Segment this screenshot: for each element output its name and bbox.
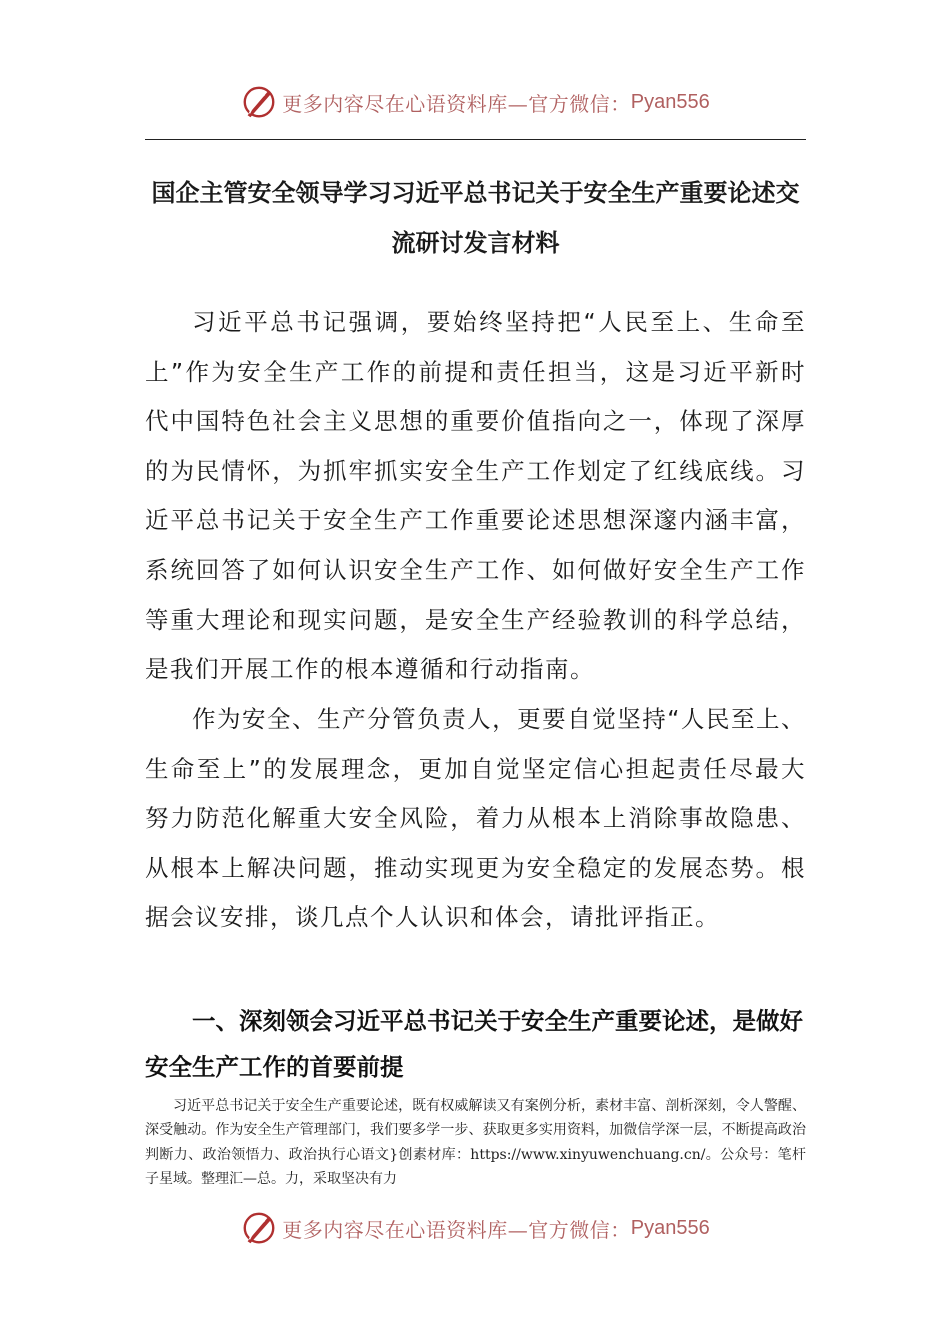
- quill-logo-icon: [240, 1209, 278, 1247]
- body-paragraph-small: 习近平总书记关于安全生产重要论述，既有权威解读又有案例分析，素材丰富、剖析深刻，令人警醒、深受触动。作为安全生产管理部门，我们要多学一步、获取更多实用资料，加微信学深一层，不断提高政治判断力、政治领悟力、政治执行心语文}创素材库：https://www.xinyuwenchuang.cn/。公众号：笔杆子星域。整理汇—总。力，采取坚决有力: [145, 1098, 806, 1187]
- body-paragraph-1: 习近平总书记强调，要始终坚持把“人民至上、生命至上”作为安全生产工作的前提和责任担当，这是习近平新时代中国特色社会主义思想的重要价值指向之一，体现了深厚的为民情怀，为抓牢抓实安全生产工作划定了红线底线。习近平总书记关于安全生产工作重要论述思想深邃内涵丰富，系统回答了如何认识安全生产工作、如何做好安全生产工作等重大理论和现实问题，是安全生产经验教训的科学总结，是我们开展工作的根本遵循和行动指南。: [145, 308, 806, 684]
- banner-wechat-id: Pyan556: [630, 1216, 710, 1239]
- header-divider: [145, 139, 806, 140]
- banner-text: 更多内容尽在心语资料库—官方微信：: [282, 91, 631, 116]
- body-paragraph-2: 作为安全、生产分管负责人，更要自觉坚持“人民至上、生命至上”的发展理念，更加自觉坚定信心担起责任尽最大努力防范化解重大安全风险，着力从根本上消除事故隐患、从根本上解决问题，推动实现更为安全稳定的发展态势。根据会议安排，谈几点个人认识和体会，请批评指正。: [145, 705, 806, 932]
- footer-watermark-banner: [0, 1206, 950, 1250]
- document-title: 国企主管安全领导学习习近平总书记关于安全生产重要论述交流研讨发言材料: [151, 179, 800, 257]
- quill-logo-icon: [240, 83, 278, 121]
- banner-text: 更多内容尽在心语资料库—官方微信：: [282, 1217, 631, 1242]
- section-heading-1: 一、深刻领会习近平总书记关于安全生产重要论述，是做好安全生产工作的首要前提: [145, 1007, 803, 1081]
- banner-wechat-id: Pyan556: [630, 90, 710, 113]
- header-watermark-banner: [0, 80, 950, 124]
